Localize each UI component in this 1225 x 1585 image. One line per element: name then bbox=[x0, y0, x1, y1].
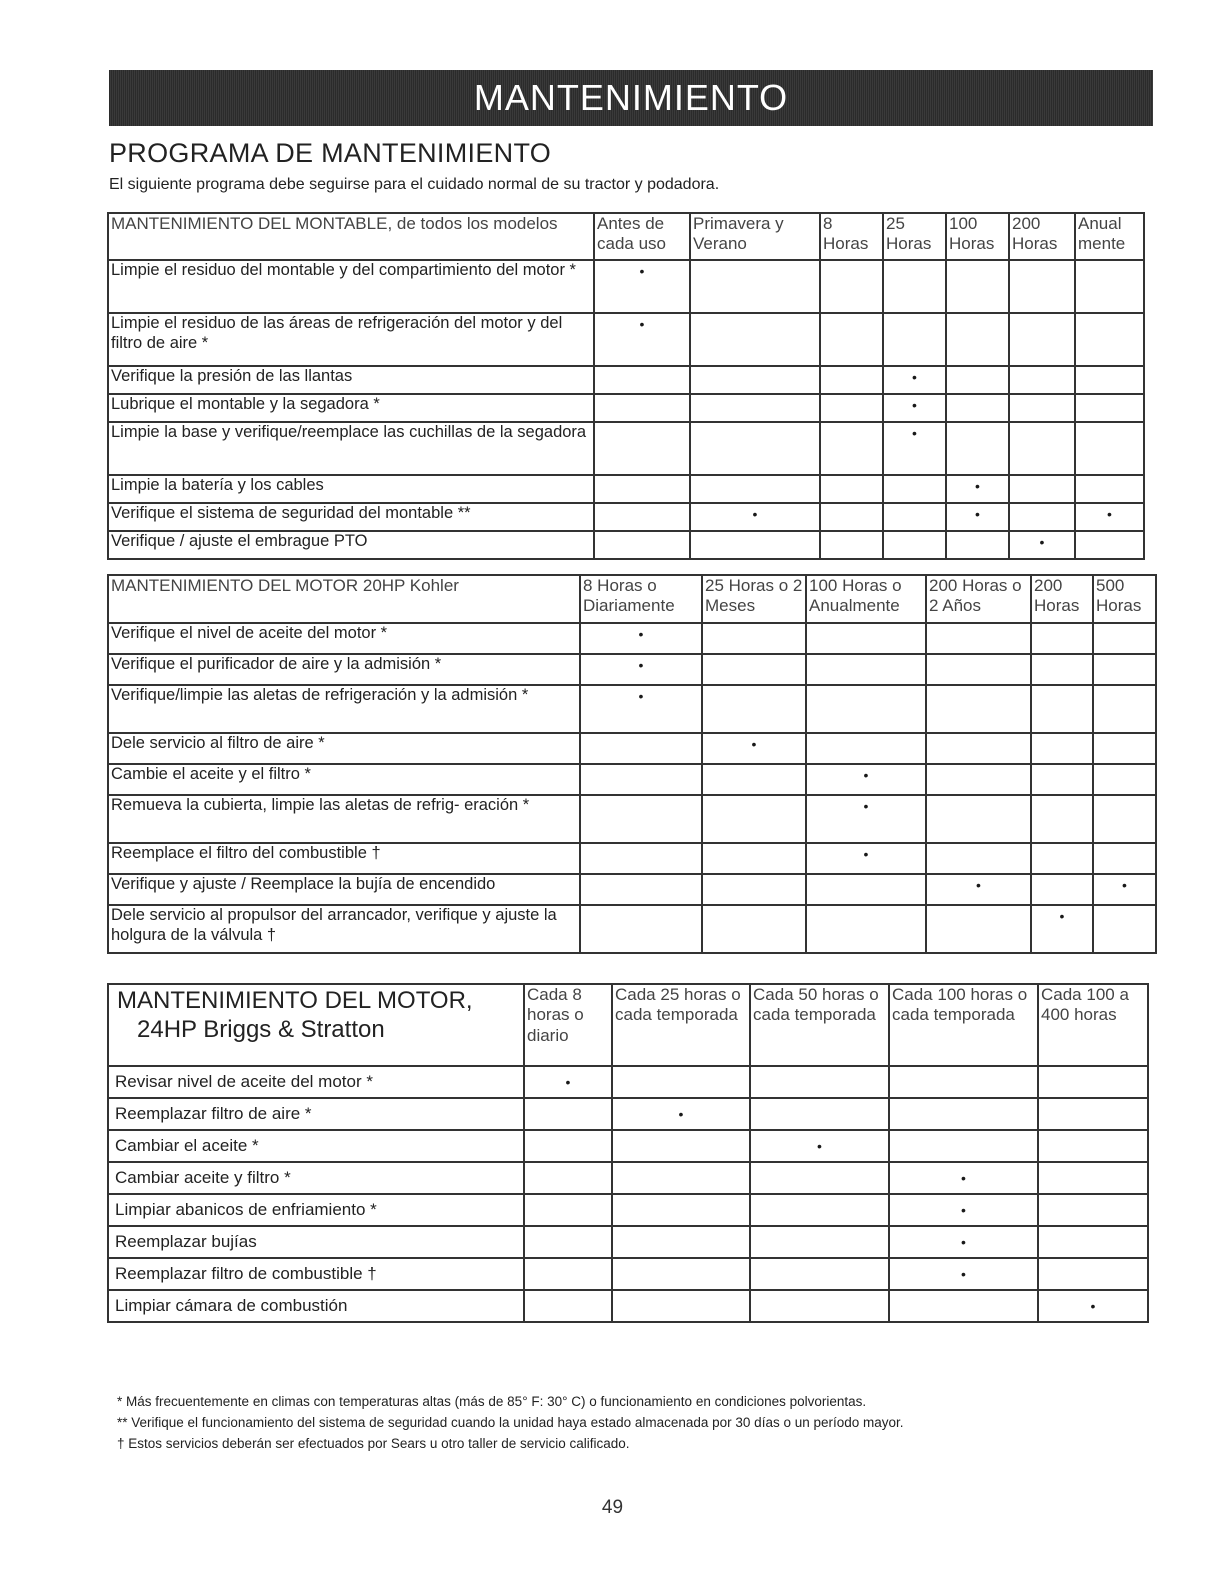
schedule-cell bbox=[883, 366, 946, 394]
schedule-cell bbox=[946, 422, 1009, 475]
table-row bbox=[108, 795, 1156, 843]
schedule-cell bbox=[926, 795, 1031, 843]
schedule-cell bbox=[946, 475, 1009, 503]
footnote: † Estos servicios deberán ser efectuados por Sears u otro taller de servicio calificado. bbox=[117, 1436, 630, 1451]
schedule-cell bbox=[612, 1098, 750, 1130]
page-title: PROGRAMA DE MANTENIMIENTO bbox=[109, 138, 552, 168]
task-cell: Limpie la batería y los cables bbox=[108, 475, 594, 503]
schedule-cell bbox=[524, 1162, 612, 1194]
schedule-cell bbox=[1093, 623, 1156, 654]
schedule-cell bbox=[926, 623, 1031, 654]
schedule-cell bbox=[750, 1066, 889, 1098]
column-header: Cada 8 horas o diario bbox=[524, 984, 612, 1066]
table-row bbox=[108, 1130, 1148, 1162]
task-cell: Dele servicio al propulsor del arrancador, verifique y ajuste la holgura de la válvula † bbox=[108, 905, 580, 953]
schedule-cell bbox=[820, 503, 883, 531]
schedule-cell bbox=[1038, 1130, 1148, 1162]
bullet-mark: • bbox=[1059, 908, 1065, 924]
footnotes bbox=[117, 1391, 904, 1454]
column-header: 8 Horas bbox=[820, 213, 883, 260]
table-row bbox=[108, 366, 1144, 394]
task-cell: Lubrique el montable y la segadora * bbox=[108, 394, 594, 422]
schedule-cell bbox=[820, 260, 883, 313]
schedule-cell bbox=[820, 394, 883, 422]
schedule-cell bbox=[946, 366, 1009, 394]
schedule-cell bbox=[1031, 764, 1093, 795]
schedule-cell bbox=[806, 795, 926, 843]
schedule-cell bbox=[1075, 475, 1144, 503]
column-header: Antes de cada uso bbox=[594, 213, 690, 260]
table-row bbox=[108, 764, 1156, 795]
schedule-cell bbox=[1038, 1194, 1148, 1226]
column-header: 8 Horas o Diariamente bbox=[580, 575, 702, 623]
task-cell: Verifique el nivel de aceite del motor * bbox=[108, 623, 580, 654]
schedule-cell bbox=[750, 1098, 889, 1130]
table-row bbox=[108, 1194, 1148, 1226]
bullet-mark: • bbox=[639, 316, 645, 332]
schedule-cell bbox=[580, 843, 702, 874]
schedule-cell bbox=[883, 475, 946, 503]
schedule-cell bbox=[946, 531, 1009, 559]
schedule-cell bbox=[806, 874, 926, 905]
schedule-cell bbox=[1075, 313, 1144, 366]
bullet-mark: • bbox=[863, 846, 869, 862]
table-row bbox=[108, 394, 1144, 422]
ride-on-maintenance-table bbox=[107, 212, 1145, 560]
column-header: 200 Horas o 2 Años bbox=[926, 575, 1031, 623]
bullet-mark: • bbox=[1122, 877, 1127, 893]
bullet-mark: • bbox=[912, 369, 917, 385]
schedule-cell bbox=[1009, 475, 1075, 503]
schedule-cell bbox=[806, 905, 926, 953]
schedule-cell bbox=[750, 1290, 889, 1322]
schedule-cell bbox=[946, 394, 1009, 422]
schedule-cell bbox=[946, 313, 1009, 366]
task-cell: Remueva la cubierta, limpie las aletas de refrig- eración * bbox=[108, 795, 580, 843]
bullet-mark: • bbox=[752, 506, 758, 522]
schedule-cell bbox=[1031, 905, 1093, 953]
schedule-cell bbox=[1075, 531, 1144, 559]
schedule-cell bbox=[1093, 843, 1156, 874]
schedule-cell bbox=[926, 685, 1031, 733]
bullet-mark: • bbox=[565, 1074, 571, 1090]
schedule-cell bbox=[1031, 843, 1093, 874]
schedule-cell bbox=[1038, 1098, 1148, 1130]
schedule-cell bbox=[612, 1162, 750, 1194]
schedule-cell bbox=[594, 366, 690, 394]
schedule-cell bbox=[594, 531, 690, 559]
task-cell: Cambie el aceite y el filtro * bbox=[108, 764, 580, 795]
task-cell: Reemplazar filtro de aire * bbox=[108, 1098, 524, 1130]
schedule-cell bbox=[690, 313, 820, 366]
column-header: 500 Horas bbox=[1093, 575, 1156, 623]
task-cell: Verifique el purificador de aire y la admisión * bbox=[108, 654, 580, 685]
schedule-cell bbox=[1075, 260, 1144, 313]
bullet-mark: • bbox=[975, 506, 980, 522]
task-cell: Cambiar el aceite * bbox=[108, 1130, 524, 1162]
column-header: 200 Horas bbox=[1009, 213, 1075, 260]
schedule-cell bbox=[690, 531, 820, 559]
bullet-mark: • bbox=[863, 767, 869, 783]
schedule-cell bbox=[612, 1066, 750, 1098]
column-header: 25 Horas o 2 Meses bbox=[702, 575, 806, 623]
task-cell: Verifique/limpie las aletas de refrigeración y la admisión * bbox=[108, 685, 580, 733]
schedule-cell bbox=[1093, 764, 1156, 795]
schedule-cell bbox=[889, 1098, 1038, 1130]
schedule-cell bbox=[750, 1130, 889, 1162]
schedule-cell bbox=[524, 1226, 612, 1258]
schedule-cell bbox=[702, 764, 806, 795]
schedule-cell bbox=[1075, 394, 1144, 422]
schedule-cell bbox=[889, 1066, 1038, 1098]
schedule-cell bbox=[1009, 503, 1075, 531]
task-cell: Reemplazar bujías bbox=[108, 1226, 524, 1258]
table-row bbox=[108, 623, 1156, 654]
task-cell: Dele servicio al filtro de aire * bbox=[108, 733, 580, 764]
schedule-cell bbox=[702, 733, 806, 764]
schedule-cell bbox=[1093, 905, 1156, 953]
schedule-cell bbox=[580, 685, 702, 733]
schedule-cell bbox=[883, 260, 946, 313]
bullet-mark: • bbox=[1107, 506, 1112, 522]
schedule-cell bbox=[820, 531, 883, 559]
bullet-mark: • bbox=[751, 736, 757, 752]
footnote: ** Verifique el funcionamiento del sistema de seguridad cuando la unidad haya estado almacenada por 30 días o un período mayor. bbox=[117, 1415, 904, 1430]
schedule-cell bbox=[820, 422, 883, 475]
bullet-mark: • bbox=[817, 1138, 822, 1154]
table-title-line-1: MANTENIMIENTO DEL MOTOR, bbox=[117, 987, 473, 1014]
schedule-cell bbox=[1038, 1226, 1148, 1258]
schedule-cell bbox=[1009, 313, 1075, 366]
schedule-cell bbox=[702, 905, 806, 953]
schedule-cell bbox=[1009, 366, 1075, 394]
schedule-cell bbox=[702, 874, 806, 905]
schedule-cell bbox=[1031, 654, 1093, 685]
section-banner bbox=[109, 70, 1153, 126]
schedule-cell bbox=[883, 503, 946, 531]
schedule-cell bbox=[750, 1226, 889, 1258]
schedule-cell bbox=[883, 422, 946, 475]
bullet-mark: • bbox=[863, 798, 869, 814]
schedule-cell bbox=[1031, 623, 1093, 654]
column-header: 25 Horas bbox=[883, 213, 946, 260]
task-cell: Verifique la presión de las llantas bbox=[108, 366, 594, 394]
column-header: Primavera y Verano bbox=[690, 213, 820, 260]
bullet-mark: • bbox=[678, 1106, 684, 1122]
schedule-cell bbox=[1009, 260, 1075, 313]
table-row bbox=[108, 1066, 1148, 1098]
schedule-cell bbox=[806, 685, 926, 733]
schedule-cell bbox=[690, 366, 820, 394]
schedule-cell bbox=[612, 1258, 750, 1290]
table-row bbox=[108, 422, 1144, 475]
column-header: Cada 50 horas o cada temporada bbox=[750, 984, 889, 1066]
schedule-cell bbox=[1031, 733, 1093, 764]
schedule-cell bbox=[820, 313, 883, 366]
kohler-engine-maintenance-table bbox=[107, 574, 1157, 954]
schedule-cell bbox=[702, 654, 806, 685]
schedule-cell bbox=[702, 795, 806, 843]
schedule-cell bbox=[524, 1130, 612, 1162]
schedule-cell bbox=[820, 475, 883, 503]
table-row bbox=[108, 733, 1156, 764]
table-row bbox=[108, 1226, 1148, 1258]
schedule-cell bbox=[1093, 654, 1156, 685]
task-cell: Verifique y ajuste / Reemplace la bujía de encendido bbox=[108, 874, 580, 905]
schedule-cell bbox=[580, 874, 702, 905]
schedule-cell bbox=[702, 843, 806, 874]
table-row bbox=[108, 1162, 1148, 1194]
schedule-cell bbox=[1093, 685, 1156, 733]
task-cell: Revisar nivel de aceite del motor * bbox=[108, 1066, 524, 1098]
schedule-cell bbox=[594, 313, 690, 366]
schedule-cell bbox=[1093, 733, 1156, 764]
table-row bbox=[108, 1258, 1148, 1290]
schedule-cell bbox=[889, 1130, 1038, 1162]
schedule-cell bbox=[1038, 1162, 1148, 1194]
table-row bbox=[108, 531, 1144, 559]
bullet-mark: • bbox=[1090, 1298, 1096, 1314]
schedule-cell bbox=[926, 764, 1031, 795]
table-title-line-2: 24HP Briggs & Stratton bbox=[137, 1015, 385, 1043]
page-number: 49 bbox=[601, 1497, 624, 1518]
schedule-cell bbox=[580, 733, 702, 764]
schedule-cell bbox=[1009, 531, 1075, 559]
schedule-cell bbox=[883, 313, 946, 366]
schedule-cell bbox=[1093, 874, 1156, 905]
schedule-cell bbox=[750, 1194, 889, 1226]
bullet-mark: • bbox=[912, 397, 917, 413]
schedule-cell bbox=[524, 1098, 612, 1130]
schedule-cell bbox=[524, 1258, 612, 1290]
schedule-cell bbox=[594, 260, 690, 313]
schedule-cell bbox=[806, 843, 926, 874]
schedule-cell bbox=[1038, 1258, 1148, 1290]
schedule-cell bbox=[612, 1130, 750, 1162]
table-row bbox=[108, 260, 1144, 313]
schedule-cell bbox=[806, 733, 926, 764]
bullet-mark: • bbox=[639, 263, 645, 279]
column-header: Cada 100 a 400 horas bbox=[1038, 984, 1148, 1066]
schedule-cell bbox=[690, 503, 820, 531]
schedule-cell bbox=[1038, 1290, 1148, 1322]
schedule-cell bbox=[1038, 1066, 1148, 1098]
table-title bbox=[108, 984, 524, 1066]
schedule-cell bbox=[594, 503, 690, 531]
schedule-cell bbox=[1009, 422, 1075, 475]
task-cell: Limpiar abanicos de enfriamiento * bbox=[108, 1194, 524, 1226]
schedule-cell bbox=[1075, 422, 1144, 475]
schedule-cell bbox=[594, 422, 690, 475]
schedule-cell bbox=[580, 623, 702, 654]
schedule-cell bbox=[594, 394, 690, 422]
task-cell: Limpie el residuo del montable y del compartimiento del motor * bbox=[108, 260, 594, 313]
schedule-cell bbox=[926, 905, 1031, 953]
schedule-cell bbox=[946, 503, 1009, 531]
bullet-mark: • bbox=[961, 1266, 966, 1282]
schedule-cell bbox=[690, 394, 820, 422]
column-header: Anual mente bbox=[1075, 213, 1144, 260]
schedule-cell bbox=[702, 623, 806, 654]
column-header: 100 Horas o Anualmente bbox=[806, 575, 926, 623]
schedule-cell bbox=[690, 422, 820, 475]
schedule-cell bbox=[889, 1162, 1038, 1194]
schedule-cell bbox=[690, 475, 820, 503]
schedule-cell bbox=[806, 623, 926, 654]
task-cell: Verifique / ajuste el embrague PTO bbox=[108, 531, 594, 559]
bullet-mark: • bbox=[638, 688, 644, 704]
task-cell: Reemplazar filtro de combustible † bbox=[108, 1258, 524, 1290]
footnote: * Más frecuentemente en climas con temperaturas altas (más de 85° F: 30° C) o funcionamiento en condiciones polvorientas. bbox=[117, 1394, 867, 1409]
schedule-cell bbox=[889, 1258, 1038, 1290]
schedule-cell bbox=[1031, 874, 1093, 905]
bullet-mark: • bbox=[638, 626, 644, 642]
table-title: MANTENIMIENTO DEL MONTABLE, de todos los modelos bbox=[108, 213, 594, 260]
schedule-cell bbox=[946, 260, 1009, 313]
schedule-cell bbox=[690, 260, 820, 313]
schedule-cell bbox=[580, 654, 702, 685]
column-header: Cada 100 horas o cada temporada bbox=[889, 984, 1038, 1066]
briggs-stratton-engine-maintenance-table bbox=[107, 983, 1149, 1323]
table-row bbox=[108, 905, 1156, 953]
schedule-cell bbox=[889, 1290, 1038, 1322]
column-header: 200 Horas bbox=[1031, 575, 1093, 623]
table-row bbox=[108, 685, 1156, 733]
bullet-mark: • bbox=[912, 425, 917, 441]
schedule-cell bbox=[889, 1226, 1038, 1258]
task-cell: Limpie el residuo de las áreas de refrigeración del motor y del filtro de aire * bbox=[108, 313, 594, 366]
bullet-mark: • bbox=[961, 1202, 966, 1218]
bullet-mark: • bbox=[1039, 534, 1045, 550]
schedule-cell bbox=[524, 1066, 612, 1098]
schedule-cell bbox=[1075, 366, 1144, 394]
bullet-mark: • bbox=[961, 1234, 966, 1250]
table-row bbox=[108, 313, 1144, 366]
banner-title: MANTENIMIENTO bbox=[473, 77, 789, 118]
task-cell: Limpie la base y verifique/reemplace las cuchillas de la segadora bbox=[108, 422, 594, 475]
schedule-cell bbox=[883, 394, 946, 422]
schedule-cell bbox=[524, 1194, 612, 1226]
column-header: 100 Horas bbox=[946, 213, 1009, 260]
table-row bbox=[108, 1098, 1148, 1130]
schedule-cell bbox=[594, 475, 690, 503]
table-row bbox=[108, 654, 1156, 685]
schedule-cell bbox=[612, 1194, 750, 1226]
bullet-mark: • bbox=[638, 657, 644, 673]
schedule-cell bbox=[926, 874, 1031, 905]
schedule-cell bbox=[926, 654, 1031, 685]
table-row bbox=[108, 503, 1144, 531]
schedule-cell bbox=[806, 654, 926, 685]
task-cell: Reemplace el filtro del combustible † bbox=[108, 843, 580, 874]
schedule-cell bbox=[889, 1194, 1038, 1226]
table-row bbox=[108, 843, 1156, 874]
table-title: MANTENIMIENTO DEL MOTOR 20HP Kohler bbox=[108, 575, 580, 623]
schedule-cell bbox=[883, 531, 946, 559]
schedule-cell bbox=[612, 1226, 750, 1258]
task-cell: Cambiar aceite y filtro * bbox=[108, 1162, 524, 1194]
schedule-cell bbox=[1093, 795, 1156, 843]
schedule-cell bbox=[750, 1258, 889, 1290]
schedule-cell bbox=[750, 1162, 889, 1194]
schedule-cell bbox=[1031, 685, 1093, 733]
schedule-cell bbox=[1009, 394, 1075, 422]
schedule-cell bbox=[580, 905, 702, 953]
schedule-cell bbox=[926, 733, 1031, 764]
bullet-mark: • bbox=[976, 877, 981, 893]
schedule-cell bbox=[1031, 795, 1093, 843]
schedule-cell bbox=[806, 764, 926, 795]
task-cell: Verifique el sistema de seguridad del montable ** bbox=[108, 503, 594, 531]
intro-text: El siguiente programa debe seguirse para el cuidado normal de su tractor y podadora. bbox=[109, 176, 720, 193]
bullet-mark: • bbox=[975, 478, 980, 494]
table-row bbox=[108, 475, 1144, 503]
schedule-cell bbox=[1075, 503, 1144, 531]
schedule-cell bbox=[580, 764, 702, 795]
task-cell: Limpiar cámara de combustión bbox=[108, 1290, 524, 1322]
schedule-cell bbox=[612, 1290, 750, 1322]
bullet-mark: • bbox=[961, 1170, 966, 1186]
table-row bbox=[108, 1290, 1148, 1322]
schedule-cell bbox=[820, 366, 883, 394]
schedule-cell bbox=[524, 1290, 612, 1322]
schedule-cell bbox=[702, 685, 806, 733]
schedule-cell bbox=[926, 843, 1031, 874]
table-row bbox=[108, 874, 1156, 905]
column-header: Cada 25 horas o cada temporada bbox=[612, 984, 750, 1066]
schedule-cell bbox=[580, 795, 702, 843]
